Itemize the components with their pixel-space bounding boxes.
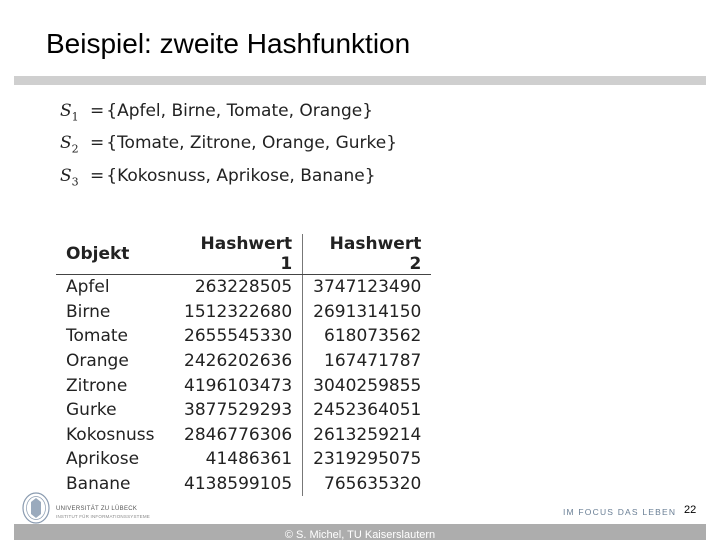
hash2-cell: 2452364051 (313, 400, 422, 421)
institute-name: INSTITUT FÜR INFORMATIONSSYSTEME (56, 514, 150, 519)
object-cell: Birne (66, 301, 111, 322)
university-name: UNIVERSITÄT ZU LÜBECK (56, 506, 138, 512)
column-header-hash2: Hashwert 2 (303, 234, 432, 275)
university-seal-icon (22, 492, 50, 524)
set-symbol: $S_3$ (60, 165, 79, 189)
equals-sign: = (90, 101, 105, 121)
table-row (56, 324, 431, 349)
table-header-row (56, 234, 431, 275)
set-elements: {Kokosnuss, Aprikose, Banane} (106, 165, 376, 186)
hash1-cell: 4138599105 (174, 472, 303, 497)
set-symbol: $S_1$ (60, 101, 79, 124)
set-definition (60, 98, 397, 130)
hash2-cell: 3040259855 (313, 375, 422, 396)
column-header-object: Objekt (56, 234, 174, 275)
university-motto: IM FOCUS DAS LEBEN (563, 507, 677, 517)
table-row (56, 398, 431, 423)
hash1-cell: 4196103473 (174, 373, 303, 398)
object-cell: Banane (66, 474, 131, 495)
hash1-cell: 3877529293 (174, 398, 303, 423)
hash2-cell: 167471787 (324, 351, 422, 372)
object-cell: Tomate (66, 326, 128, 347)
hash2-cell: 3747123490 (313, 277, 422, 298)
table-row (56, 472, 431, 497)
hash1-cell: 41486361 (174, 447, 303, 472)
hash1-cell: 263228505 (174, 275, 303, 300)
set-elements: {Tomate, Zitrone, Orange, Gurke} (106, 133, 398, 154)
page-number: 22 (684, 504, 697, 516)
hash1-cell: 1512322680 (174, 300, 303, 325)
table-row (56, 349, 431, 374)
hash-table (56, 234, 431, 496)
hash2-cell: 618073562 (324, 326, 422, 347)
set-definitions (60, 98, 397, 195)
footer-credit: © S. Michel, TU Kaiserslautern (284, 529, 436, 541)
hash2-cell: 2613259214 (313, 424, 422, 445)
object-cell: Kokosnuss (66, 424, 155, 445)
hash1-cell: 2426202636 (174, 349, 303, 374)
column-header-hash1: Hashwert 1 (174, 234, 303, 275)
table-row (56, 447, 431, 472)
table-row (56, 423, 431, 448)
object-cell: Aprikose (66, 449, 140, 470)
table-row (56, 275, 431, 300)
table-row (56, 300, 431, 325)
set-definition (60, 130, 397, 162)
hash2-cell: 2691314150 (313, 301, 422, 322)
equals-sign: = (90, 165, 105, 186)
equals-sign: = (90, 133, 105, 154)
hash1-cell: 2655545330 (174, 324, 303, 349)
object-cell: Zitrone (66, 375, 128, 396)
object-cell: Orange (66, 351, 129, 372)
set-elements: {Apfel, Birne, Tomate, Orange} (106, 101, 374, 121)
set-symbol: $S_2$ (60, 133, 79, 156)
object-cell: Apfel (66, 277, 110, 298)
hash2-cell: 765635320 (324, 474, 422, 495)
hash2-cell: 2319295075 (313, 449, 422, 470)
object-cell: Gurke (66, 400, 117, 421)
title-divider (14, 76, 706, 85)
set-definition (60, 163, 397, 195)
slide-title: Beispiel: zweite Hashfunktion (46, 28, 411, 59)
table-row (56, 373, 431, 398)
hash1-cell: 2846776306 (174, 423, 303, 448)
